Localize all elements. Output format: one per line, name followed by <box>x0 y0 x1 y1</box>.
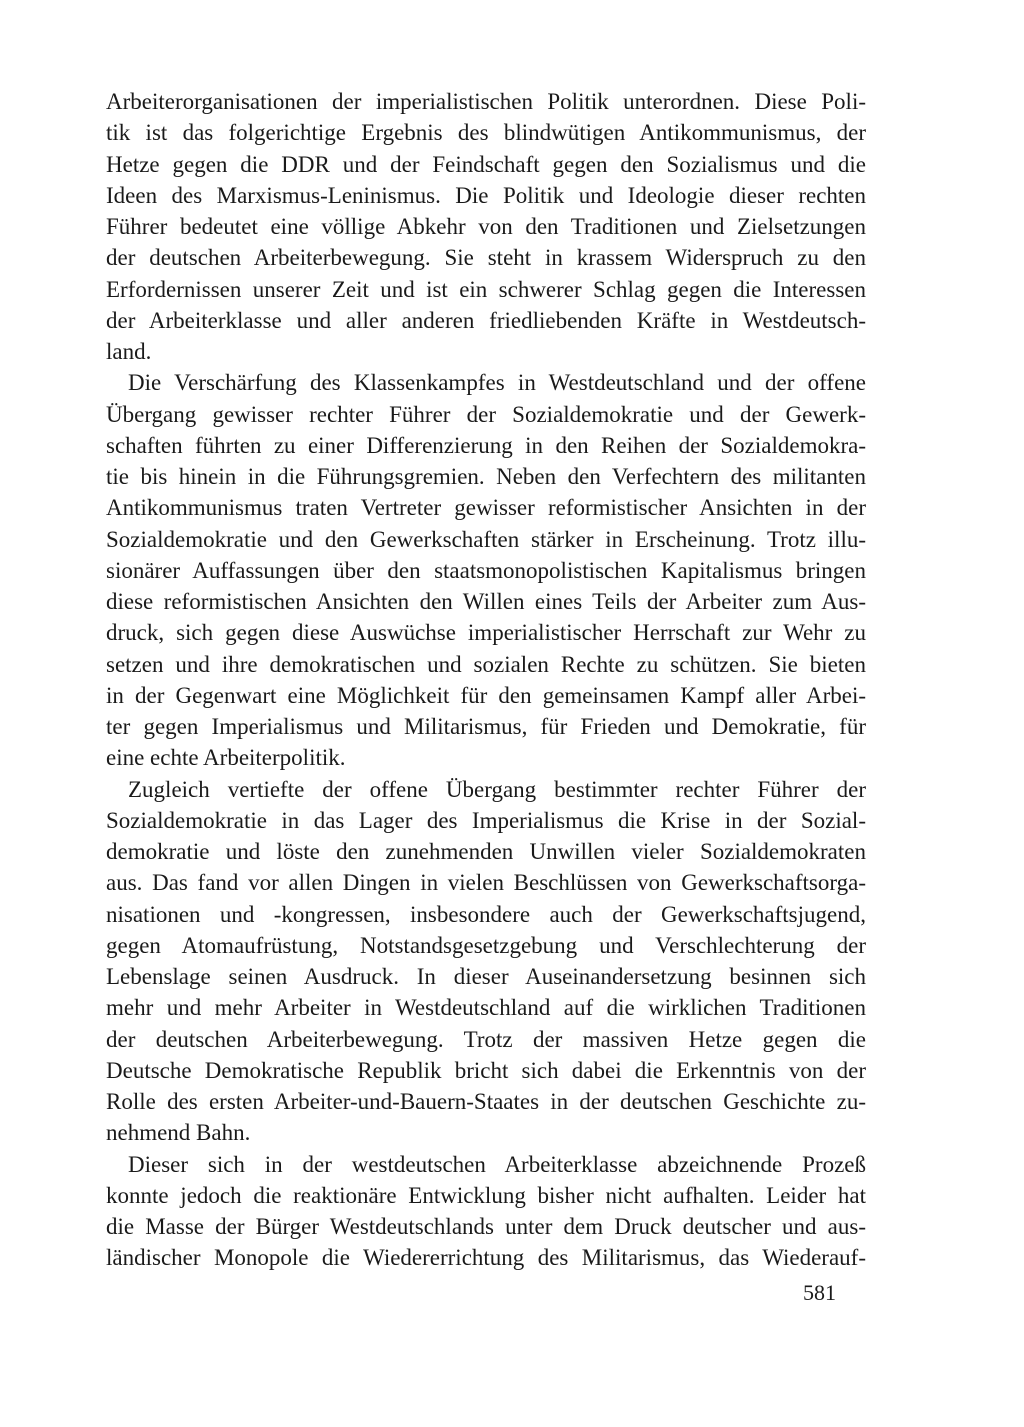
text-line: land. <box>106 339 152 364</box>
paragraph-3 <box>106 774 866 1149</box>
text-line: schaften führten zu einer Differenzierung in den Reihen der Sozialdemokra- <box>106 432 866 458</box>
text-line: Sozialdemokratie und den Gewerkschaften stärker in Erscheinung. Trotz illu- <box>106 526 866 552</box>
text-line: der Arbeiterklasse und aller anderen friedliebenden Kräfte in Westdeutsch- <box>106 307 866 333</box>
text-line: Arbeiterorganisationen der imperialistischen Politik unterordnen. Diese Poli- <box>106 89 866 114</box>
text-line: tie bis hinein in die Führungsgremien. Neben den Verfechtern des militanten <box>106 464 866 489</box>
text-line: setzen und ihre demokratischen und sozialen Rechte zu schützen. Sie bieten <box>106 651 866 677</box>
text-line: Lebenslage seinen Ausdruck. In dieser Auseinandersetzung besinnen sich <box>106 964 866 989</box>
text-line: nisationen und -kongressen, insbesondere auch der Gewerkschaftsjugend, <box>106 901 866 927</box>
text-line: Zugleich vertiefte der offene Übergang bestimmter rechter Führer der <box>128 776 866 802</box>
text-line: der deutschen Arbeiterbewegung. Trotz der massiven Hetze gegen die <box>106 1026 866 1052</box>
text-line: aus. Das fand vor allen Dingen in vielen Beschlüssen von Gewerkschaftsorga- <box>106 870 866 896</box>
text-line: Sozialdemokratie in das Lager des Imperialismus die Krise in der Sozial- <box>106 807 866 833</box>
text-line: Deutsche Demokratische Republik bricht sich dabei die Erkenntnis von der <box>106 1057 866 1083</box>
text-line: Erfordernissen unserer Zeit und ist ein schwerer Schlag gegen die Interessen <box>106 276 866 302</box>
text-line: diese reformistischen Ansichten den Willen eines Teils der Arbeiter zum Aus- <box>106 589 866 614</box>
text-line: druck, sich gegen diese Auswüchse imperialistischer Herrschaft zur Wehr zu <box>106 620 866 646</box>
text-line: ländischer Monopole die Wiedererrichtung des Militarismus, das Wiederauf- <box>106 1245 866 1271</box>
text-line: tik ist das folgerichtige Ergebnis des blindwütigen Antikommunismus, der <box>106 120 866 146</box>
text-line: Führer bedeutet eine völlige Abkehr von den Traditionen und Zielsetzungen <box>106 214 866 239</box>
paragraph-1 <box>106 86 866 367</box>
text-line: konnte jedoch die reaktionäre Entwicklung bisher nicht aufhalten. Leider hat <box>106 1182 866 1208</box>
text-line: demokratie und löste den zunehmenden Unwillen vieler Sozialdemokraten <box>106 839 866 864</box>
page-number: 581 <box>803 1280 836 1305</box>
text-line: Die Verschärfung des Klassenkampfes in Westdeutschland und der offene <box>128 370 866 396</box>
text-line: eine echte Arbeiterpolitik. <box>106 745 346 771</box>
text-line: Übergang gewisser rechter Führer der Sozialdemokratie und der Gewerk- <box>106 401 866 427</box>
paragraph-2 <box>106 367 866 773</box>
text-line: der deutschen Arbeiterbewegung. Sie steht in krassem Widerspruch zu den <box>106 245 866 271</box>
text-line: Hetze gegen die DDR und der Feindschaft gegen den Sozialismus und die <box>106 151 866 177</box>
text-line: ter gegen Imperialismus und Militarismus, für Frieden und Demokratie, für <box>106 714 866 739</box>
text-line: die Masse der Bürger Westdeutschlands unter dem Druck deutscher und aus- <box>106 1214 866 1239</box>
text-line: nehmend Bahn. <box>106 1120 251 1146</box>
page-body <box>106 86 866 1274</box>
text-line: gegen Atomaufrüstung, Notstandsgesetzgebung und Verschlechterung der <box>106 932 866 958</box>
text-line: Rolle des ersten Arbeiter-und-Bauern-Staates in der deutschen Geschichte zu- <box>106 1089 866 1114</box>
text-line: Ideen des Marxismus-Leninismus. Die Politik und Ideologie dieser rechten <box>106 182 866 208</box>
text-line: Antikommunismus traten Vertreter gewisser reformistischer Ansichten in der <box>106 495 866 521</box>
paragraph-4 <box>106 1149 866 1274</box>
text-line: mehr und mehr Arbeiter in Westdeutschland auf die wirklichen Traditionen <box>106 995 866 1021</box>
text-line: in der Gegenwart eine Möglichkeit für den gemeinsamen Kampf aller Arbei- <box>106 682 866 708</box>
text-line: sionärer Auffassungen über den staatsmonopolistischen Kapitalismus bringen <box>106 557 866 583</box>
text-line: Dieser sich in der westdeutschen Arbeiterklasse abzeichnende Prozeß <box>128 1151 866 1177</box>
